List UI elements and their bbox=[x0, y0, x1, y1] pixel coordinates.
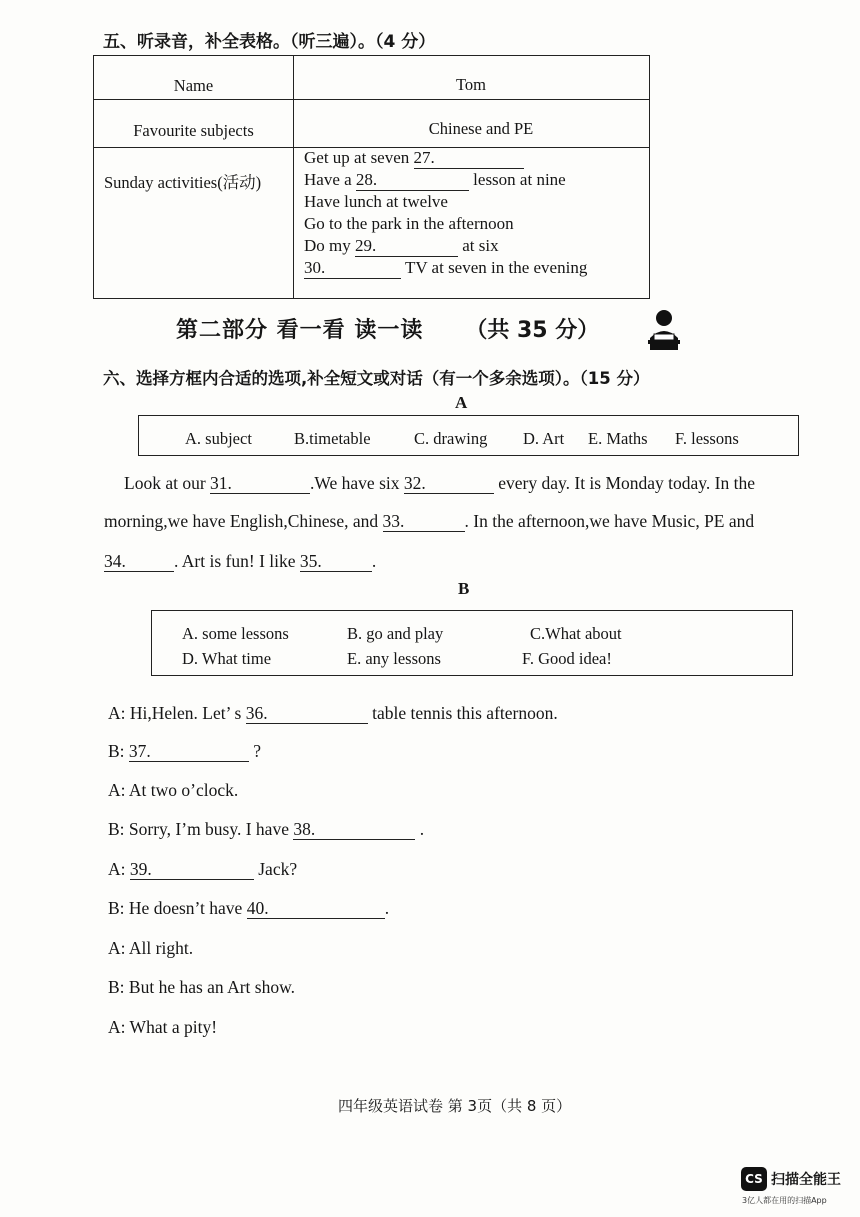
part2-score: （共 35 分） bbox=[465, 318, 600, 343]
option-f: F. lessons bbox=[675, 429, 739, 448]
section6-title: 六、选择方框内合适的选项,补全短文或对话（有一个多余选项）。（15 分） bbox=[103, 369, 650, 388]
option-a: A. subject bbox=[185, 429, 252, 448]
part2-heading bbox=[176, 313, 599, 344]
activity-row-6: 30. TV at seven in the evening bbox=[304, 258, 588, 277]
option-b-b: B. go and play bbox=[347, 624, 444, 643]
blank-40[interactable]: 40. bbox=[247, 899, 385, 919]
passage-line-3: 34. . Art is fun! I like 35. . bbox=[104, 551, 377, 571]
blank-32[interactable]: 32. bbox=[404, 474, 494, 494]
blank-39[interactable]: 39. bbox=[130, 860, 254, 880]
part-a-options-box bbox=[138, 415, 799, 456]
listening-table bbox=[93, 55, 650, 299]
dialogue-line-9: A: What a pity! bbox=[108, 1017, 218, 1037]
option-b-f: F. Good idea! bbox=[522, 649, 612, 668]
part-b-label: B bbox=[458, 579, 470, 598]
watermark-brand: 扫描全能王 bbox=[771, 1172, 841, 1188]
name-value: Tom bbox=[455, 75, 486, 94]
camscanner-logo-icon: CS bbox=[741, 1167, 767, 1191]
blank-33[interactable]: 33. bbox=[383, 512, 465, 532]
activity-row-3: Have lunch at twelve bbox=[304, 192, 448, 211]
dialogue-line-1: A: Hi,Helen. Let’ s 36. table tennis this afternoon. bbox=[108, 703, 558, 723]
blank-34[interactable]: 34. bbox=[104, 552, 174, 572]
blank-31[interactable]: 31. bbox=[210, 474, 310, 494]
blank-38[interactable]: 38. bbox=[293, 820, 415, 840]
blank-36[interactable]: 36. bbox=[246, 704, 368, 724]
option-b: B.timetable bbox=[294, 429, 371, 448]
watermark-tagline: 3亿人都在用的扫描App bbox=[742, 1196, 827, 1205]
name-label: Name bbox=[173, 76, 214, 95]
activities-label: Sunday activities(活动) bbox=[104, 173, 262, 192]
option-e: E. Maths bbox=[588, 429, 648, 448]
part-b-options-box bbox=[151, 610, 793, 676]
dialogue-line-3: A: At two o’clock. bbox=[108, 780, 239, 800]
dialogue-line-6: B: He doesn’t have 40. . bbox=[108, 898, 390, 918]
reading-person-icon bbox=[646, 308, 682, 352]
passage-line-1: Look at our 31. .We have six 32. every day. It is Monday today. In the bbox=[124, 473, 756, 493]
page-footer: 四年级英语试卷 第 3页（共 8 页） bbox=[338, 1097, 572, 1115]
blank-35[interactable]: 35. bbox=[300, 552, 372, 572]
option-b-e: E. any lessons bbox=[347, 649, 441, 668]
option-c: C. drawing bbox=[414, 429, 488, 448]
part-a-label: A bbox=[455, 393, 468, 412]
activity-row-5: Do my 29. at six bbox=[304, 236, 499, 255]
blank-30[interactable]: 30. bbox=[304, 259, 401, 279]
activity-row-1: Get up at seven 27. bbox=[304, 148, 524, 169]
blank-27[interactable]: 27. bbox=[414, 149, 524, 169]
activity-row-2: Have a 28. lesson at nine bbox=[304, 170, 566, 189]
blank-37[interactable]: 37. bbox=[129, 742, 249, 762]
subjects-label: Favourite subjects bbox=[133, 121, 254, 140]
dialogue-line-4: B: Sorry, I’m busy. I have 38. . bbox=[108, 819, 425, 839]
dialogue-line-8: B: But he has an Art show. bbox=[108, 977, 295, 997]
section5-title: 五、听录音，补全表格。（听三遍）。（4 分） bbox=[103, 32, 436, 52]
subjects-value: Chinese and PE bbox=[428, 119, 534, 138]
passage-line-2: morning,we have English,Chinese, and 33. . In the afternoon,we have Music, PE and bbox=[104, 511, 755, 531]
option-d: D. Art bbox=[523, 429, 565, 448]
dialogue-line-5: A: 39. Jack? bbox=[108, 859, 298, 879]
dialogue-line-7: A: All right. bbox=[108, 938, 194, 958]
activity-row-4: Go to the park in the afternoon bbox=[304, 214, 514, 233]
option-b-a: A. some lessons bbox=[182, 624, 289, 643]
option-b-c: C.What about bbox=[530, 624, 622, 643]
blank-28[interactable]: 28. bbox=[356, 171, 469, 191]
blank-29[interactable]: 29. bbox=[355, 237, 458, 257]
dialogue-line-2: B: 37. ? bbox=[108, 741, 262, 761]
part2-title: 第二部分 看一看 读一读 bbox=[176, 318, 424, 343]
option-b-d: D. What time bbox=[182, 649, 272, 668]
